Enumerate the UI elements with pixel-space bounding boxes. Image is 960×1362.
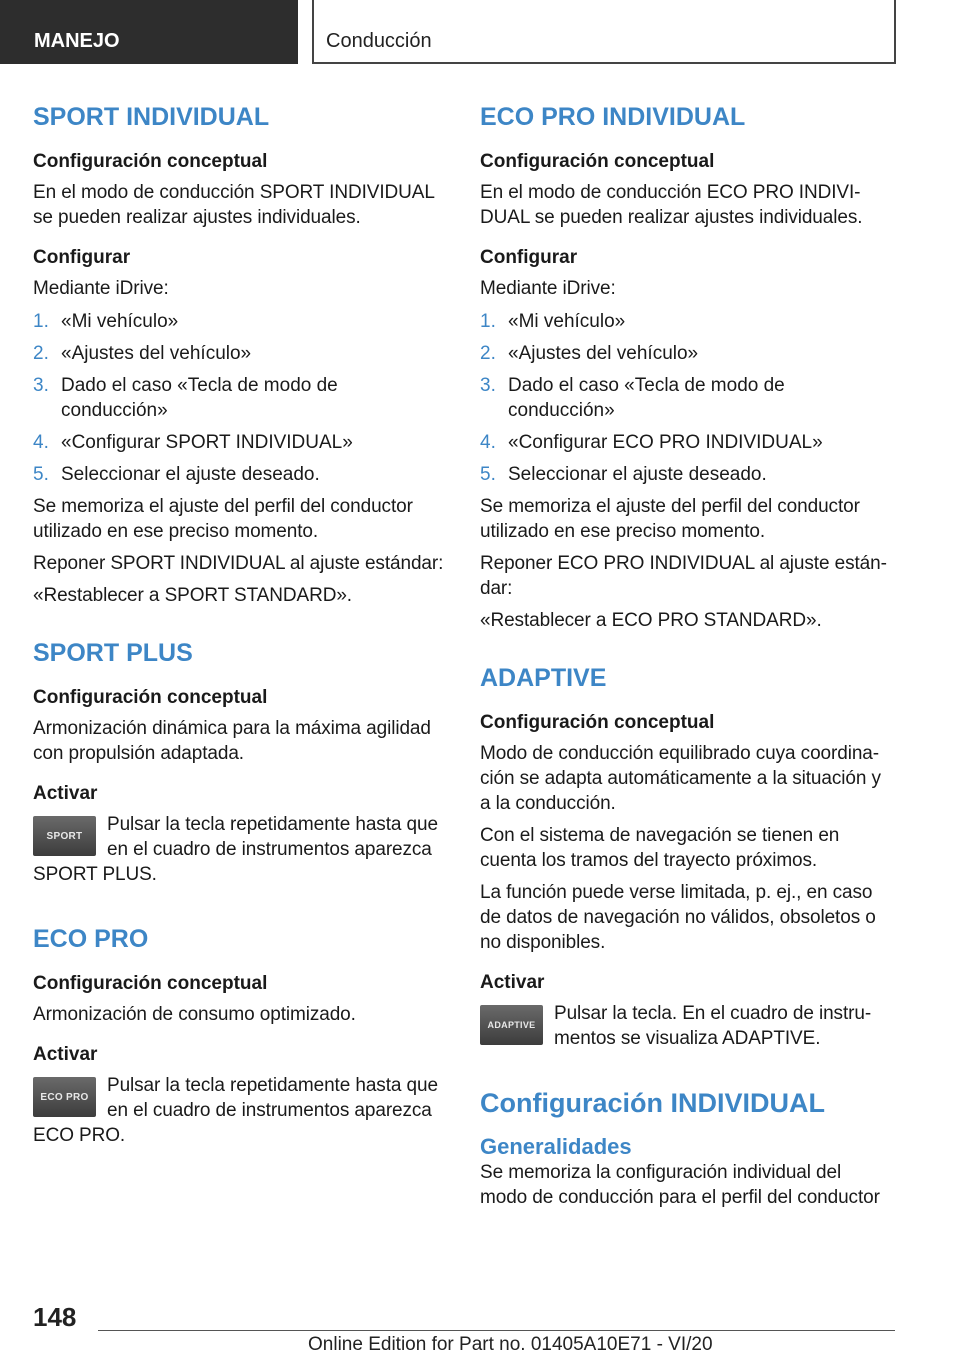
eco-pro-button-icon: ECO PRO xyxy=(33,1077,96,1117)
adaptive-limit-text: La función puede verse limitada, p. ej., en caso de datos de navegación no válidos, obsoletos o no disponibles. xyxy=(480,882,876,953)
adaptive-nav-text: Con el sistema de navegación se tienen en cuenta los tramos del trayecto próximos. xyxy=(480,825,840,871)
sport-plus-activate-text: Pulsar la tecla repetidamente hasta que en el cuadro de instrumentos aparezca SPORT PLUS. xyxy=(33,814,438,885)
sport-individual-config-intro: Mediante iDrive: xyxy=(33,278,169,299)
eco-pro-individual-title: ECO PRO INDIVIDUAL xyxy=(480,103,746,131)
sport-plus-activate xyxy=(33,812,445,894)
adaptive-activate-heading: Activar xyxy=(480,972,545,993)
step-text: «Mi vehículo» xyxy=(61,311,179,332)
eco-pro-concept-text: Armonización de consumo optimizado. xyxy=(33,1004,356,1025)
list-item xyxy=(480,373,892,423)
section-title: MANEJO xyxy=(34,30,120,52)
step-text: Dado el caso «Tecla de modo de conducción» xyxy=(61,375,338,421)
step-number: 3. xyxy=(480,375,496,396)
list-item xyxy=(480,341,892,366)
sport-individual-concept-text: En el modo de conducción SPORT INDIVIDUAL se pueden realizar ajustes individuales. xyxy=(33,182,435,228)
adaptive-concept-text: Modo de conducción equilibrado cuya coordinación se adapta automáticamente a la situación y a la conducción. xyxy=(480,743,881,814)
step-number: 1. xyxy=(480,311,496,332)
step-number: 5. xyxy=(480,464,496,485)
chapter-tab xyxy=(312,0,896,64)
eco-pro-individual-steps xyxy=(480,309,892,487)
general-text: Se memoriza la configuración individual del modo de conducción para el perfil del conductor xyxy=(480,1162,880,1208)
individual-config-title: Configuración INDIVIDUAL xyxy=(480,1088,825,1118)
sport-plus-concept-text: Armonización dinámica para la máxima agilidad con propulsión adaptada. xyxy=(33,718,431,764)
sport-individual-concept-heading: Configuración conceptual xyxy=(33,151,268,172)
list-item xyxy=(33,341,445,366)
eco-pro-individual-config-intro: Mediante iDrive: xyxy=(480,278,616,299)
eco-pro-individual-reset-option: «Restablecer a ECO PRO STANDARD». xyxy=(480,610,822,631)
adaptive-button-icon: ADAPTIVE xyxy=(480,1005,543,1045)
step-number: 5. xyxy=(33,464,49,485)
list-item xyxy=(480,309,892,334)
eco-pro-concept-heading: Configuración conceptual xyxy=(33,973,268,994)
step-text: Seleccionar el ajuste deseado. xyxy=(508,464,767,485)
eco-pro-activate-text: Pulsar la tecla repetidamente hasta que en el cuadro de instrumentos aparezca ECO PRO. xyxy=(33,1075,438,1146)
page-number: 148 xyxy=(33,1302,77,1332)
general-heading: Generalidades xyxy=(480,1134,632,1159)
sport-individual-memo: Se memoriza el ajuste del perfil del conductor utilizado en ese preciso momento. xyxy=(33,496,413,542)
sport-individual-reset-option: «Restablecer a SPORT STANDARD». xyxy=(33,585,352,606)
eco-pro-individual-memo: Se memoriza el ajuste del perfil del conductor utilizado en ese preciso momento. xyxy=(480,496,860,542)
sport-plus-concept-heading: Configuración conceptual xyxy=(33,687,268,708)
step-number: 4. xyxy=(33,432,49,453)
list-item xyxy=(33,373,445,423)
eco-pro-individual-config-heading: Configurar xyxy=(480,247,578,268)
list-item xyxy=(33,309,445,334)
adaptive-title: ADAPTIVE xyxy=(480,664,607,692)
sport-plus-title: SPORT PLUS xyxy=(33,639,193,667)
list-item xyxy=(480,462,892,487)
step-text: Seleccionar el ajuste deseado. xyxy=(61,464,320,485)
adaptive-activate xyxy=(480,1001,892,1058)
list-item xyxy=(480,430,892,455)
step-text: Dado el caso «Tecla de modo de conducción» xyxy=(508,375,785,421)
list-item xyxy=(33,430,445,455)
adaptive-concept-heading: Configuración conceptual xyxy=(480,712,715,733)
step-number: 3. xyxy=(33,375,49,396)
eco-pro-title: ECO PRO xyxy=(33,925,149,953)
footer-divider xyxy=(98,1330,895,1331)
edition-footer: Online Edition for Part no. 01405A10E71 - VI/20 xyxy=(308,1334,713,1355)
step-text: «Configurar SPORT INDIVIDUAL» xyxy=(61,432,353,453)
eco-pro-activate-heading: Activar xyxy=(33,1044,98,1065)
step-number: 1. xyxy=(33,311,49,332)
sport-plus-activate-heading: Activar xyxy=(33,783,98,804)
sport-individual-config-heading: Configurar xyxy=(33,247,131,268)
left-column xyxy=(33,102,445,1155)
step-text: «Mi vehículo» xyxy=(508,311,626,332)
eco-pro-individual-concept-text: En el modo de conducción ECO PRO INDIVIDUAL se pueden realizar ajustes individuales. xyxy=(480,182,863,228)
list-item xyxy=(33,462,445,487)
right-column xyxy=(480,102,892,1217)
eco-pro-individual-concept-heading: Configuración conceptual xyxy=(480,151,715,172)
step-number: 4. xyxy=(480,432,496,453)
sport-individual-steps xyxy=(33,309,445,487)
eco-pro-individual-reset: Reponer ECO PRO INDIVIDUAL al ajuste estándar: xyxy=(480,553,887,599)
sport-button-icon: SPORT xyxy=(33,816,96,856)
step-number: 2. xyxy=(480,343,496,364)
section-tab xyxy=(0,0,298,64)
eco-pro-activate xyxy=(33,1073,445,1155)
step-text: «Ajustes del vehículo» xyxy=(61,343,252,364)
sport-individual-title: SPORT INDIVIDUAL xyxy=(33,103,270,131)
adaptive-activate-text: Pulsar la tecla. En el cuadro de instrumentos se visualiza ADAPTIVE. xyxy=(554,1003,872,1049)
sport-individual-reset: Reponer SPORT INDIVIDUAL al ajuste estándar: xyxy=(33,553,444,574)
step-number: 2. xyxy=(33,343,49,364)
step-text: «Ajustes del vehículo» xyxy=(508,343,699,364)
step-text: «Configurar ECO PRO INDIVIDUAL» xyxy=(508,432,823,453)
chapter-title: Conducción xyxy=(326,30,432,52)
